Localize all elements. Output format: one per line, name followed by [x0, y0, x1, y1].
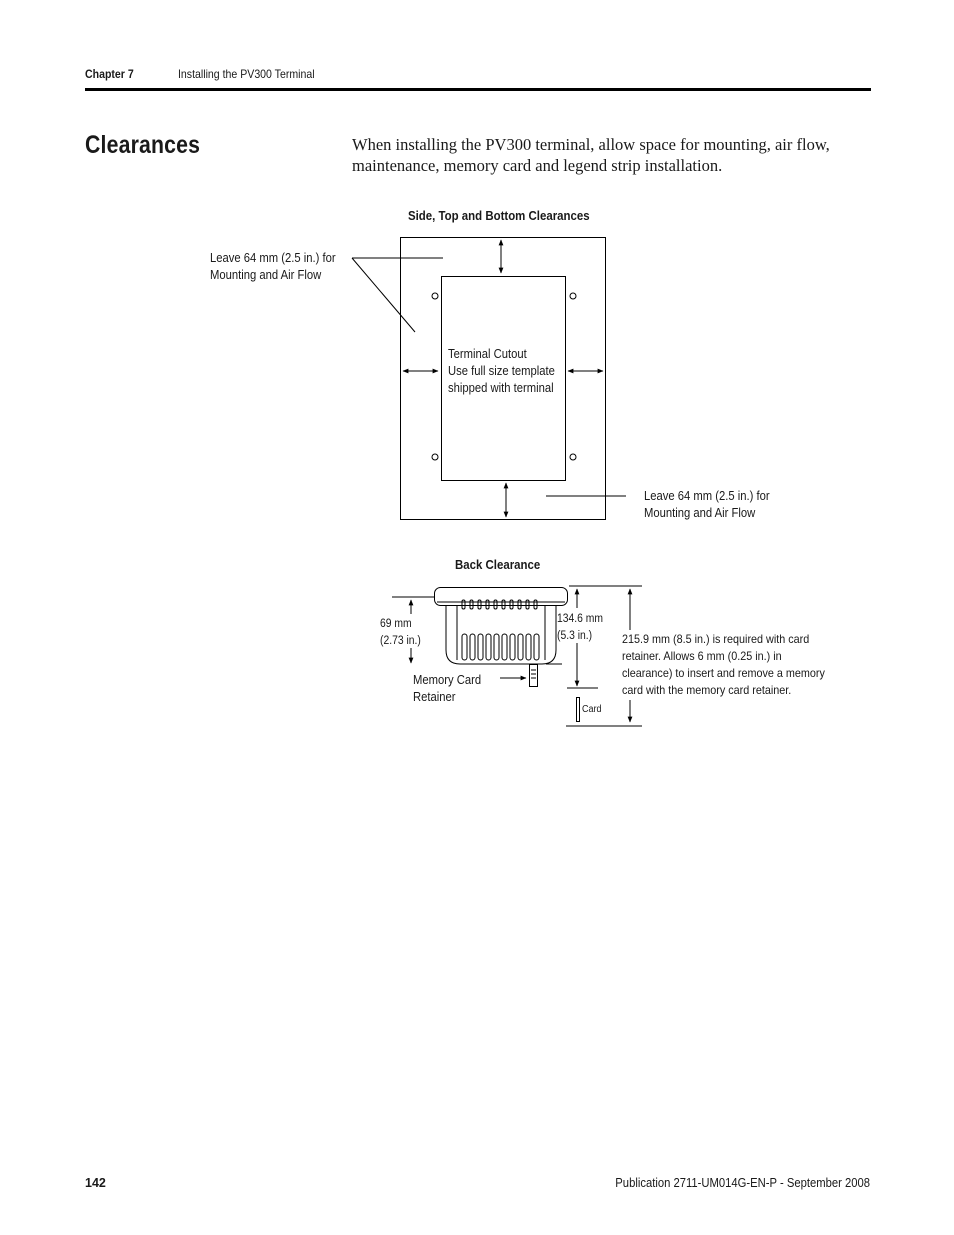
chapter-title: Installing the PV300 Terminal: [178, 67, 315, 81]
cutout-line-1: Terminal Cutout: [448, 347, 527, 361]
section-heading: Clearances: [85, 131, 201, 159]
card-note-line-4: card with the memory card retainer.: [622, 683, 792, 697]
card-note-line-3: clearance) to insert and remove a memory: [622, 666, 825, 680]
retainer-line-2: Retainer: [413, 690, 456, 704]
right-clearance-line-2: Mounting and Air Flow: [644, 506, 756, 520]
card-label: Card: [582, 704, 602, 715]
mounting-hole: [432, 454, 438, 460]
left-leader-line: [352, 258, 415, 332]
top-vent-slots: [462, 600, 537, 609]
mounting-hole: [570, 293, 576, 299]
memory-card-retainer: [530, 665, 538, 687]
mounting-hole: [432, 293, 438, 299]
figure-1-title: Side, Top and Bottom Clearances: [408, 208, 590, 223]
clearance-diagram: [352, 238, 626, 520]
height-line-1: 134.6 mm: [557, 613, 604, 625]
cutout-line-2: Use full size template: [448, 364, 555, 378]
memory-card: [577, 698, 580, 722]
figure-2-title: Back Clearance: [455, 557, 541, 572]
right-clearance-line-1: Leave 64 mm (2.5 in.) for: [644, 489, 770, 503]
terminal-cutout: [442, 277, 566, 481]
card-note-line-1: 215.9 mm (8.5 in.) is required with card: [622, 632, 810, 646]
back-clearance-diagram: [392, 586, 642, 726]
height-line-2: (5.3 in.): [557, 630, 593, 642]
page-number: 142: [85, 1176, 106, 1190]
left-clearance-line-1: Leave 64 mm (2.5 in.) for: [210, 251, 336, 265]
mounting-hole: [570, 454, 576, 460]
chapter-label: Chapter 7: [85, 67, 134, 81]
publication-info: Publication 2711-UM014G-EN-P - September 2008: [615, 1176, 870, 1190]
intro-paragraph: When installing the PV300 terminal, allow space for mounting, air flow, maintenance, memory card and legend strip installation.: [352, 135, 830, 175]
retainer-line-1: Memory Card: [413, 673, 482, 687]
depth-line-2: (2.73 in.): [380, 635, 421, 647]
panel-outline: [401, 238, 606, 520]
terminal-bezel: [435, 588, 568, 606]
cutout-line-3: shipped with terminal: [448, 381, 554, 395]
left-clearance-line-2: Mounting and Air Flow: [210, 268, 322, 282]
card-note-line-2: retainer. Allows 6 mm (0.25 in.) in: [622, 649, 782, 663]
depth-line-1: 69 mm: [380, 618, 412, 630]
body-vent-slots: [462, 634, 539, 660]
